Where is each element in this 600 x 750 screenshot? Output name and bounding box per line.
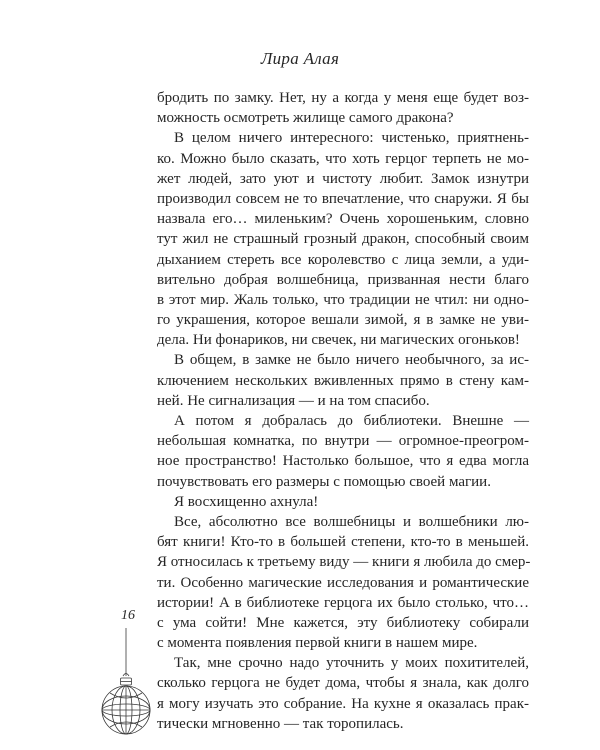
text-line: небольшая комнатка, по внутри — огромное-преогром-	[157, 433, 529, 450]
text-line: ней. Не сигнализация — и на том спасибо.	[157, 392, 430, 409]
text-line: в этот мир. Жаль только, что традиции не чтил: ни одно-	[157, 291, 529, 308]
text-line: дыханием стереть все королевство с лица земли, а уди-	[157, 251, 529, 268]
body-text	[157, 88, 529, 734]
page-number: 16	[121, 608, 135, 623]
text-line: Все, абсолютно все волшебницы и волшебники лю-	[174, 513, 529, 530]
text-line: бродить по замку. Нет, ну а когда у меня еще будет воз-	[157, 90, 529, 106]
text-line: бят книги! Кто-то в большей степени, кто-то в меньшей.	[157, 534, 529, 551]
text-line: можность осмотреть жилище самого дракона?	[157, 110, 454, 127]
text-line: с ума сойти! Мне кажется, эту библиотеку собирали	[157, 614, 529, 631]
running-header-author: Лира Алая	[260, 49, 340, 68]
text-line: вительно добрая волшебница, призванная нести благо	[157, 271, 529, 288]
text-line: ти. Особенно магические исследования и романтические	[157, 574, 529, 591]
text-line: В общем, в замке не было ничего необычного, за ис-	[174, 352, 529, 369]
text-line: дела. Ни фонариков, ни свечек, ни магических огоньков!	[157, 332, 520, 349]
text-line: производил совсем не то впечатление, что снаружи. Я бы	[157, 190, 529, 207]
text-line: ключением нескольких вживленных прямо в стену кам-	[157, 372, 529, 389]
christmas-bauble-icon	[96, 628, 156, 740]
text-line: ное пространство! Настолько большое, что я едва могла	[157, 453, 529, 470]
text-line: тически мгновенно — так торопилась.	[157, 715, 404, 732]
text-line: истории! А в библиотеке герцога их было столько, что…	[157, 594, 529, 611]
text-line: почувствовать его размеры с помощью своей магии.	[157, 473, 491, 490]
text-line: В целом ничего интересного: чистенько, приятнень-	[174, 130, 529, 147]
text-line: ко. Можно было сказать, что хоть герцог терпеть не мо-	[157, 150, 529, 167]
text-line: я могу изучать это собрание. На кухне я оказалась прак-	[157, 695, 529, 712]
text-line: А потом я добралась до библиотеки. Внешне —	[174, 413, 529, 429]
text-line: Так, мне срочно надо уточнить у моих похитителей,	[174, 655, 529, 672]
text-line: с момента появления первой книги в нашем мире.	[157, 635, 478, 652]
text-line: жет людей, зато уют и чистоту любит. Замок изнутри	[157, 170, 529, 187]
text-line: го украшения, которое вешали зимой, я в замке не уви-	[157, 312, 529, 329]
text-line: Я относилась к третьему виду — книги я любила до смер-	[157, 554, 531, 571]
text-line: назвала его… миленьким? Очень хорошеньким, словно	[157, 211, 529, 228]
text-line: тут жил не страшный грозный дракон, способный своим	[157, 231, 529, 248]
text-line: Я восхищенно ахнула!	[174, 493, 319, 510]
text-line: сколько герцога не будет дома, чтобы я знала, как долго	[157, 675, 529, 692]
